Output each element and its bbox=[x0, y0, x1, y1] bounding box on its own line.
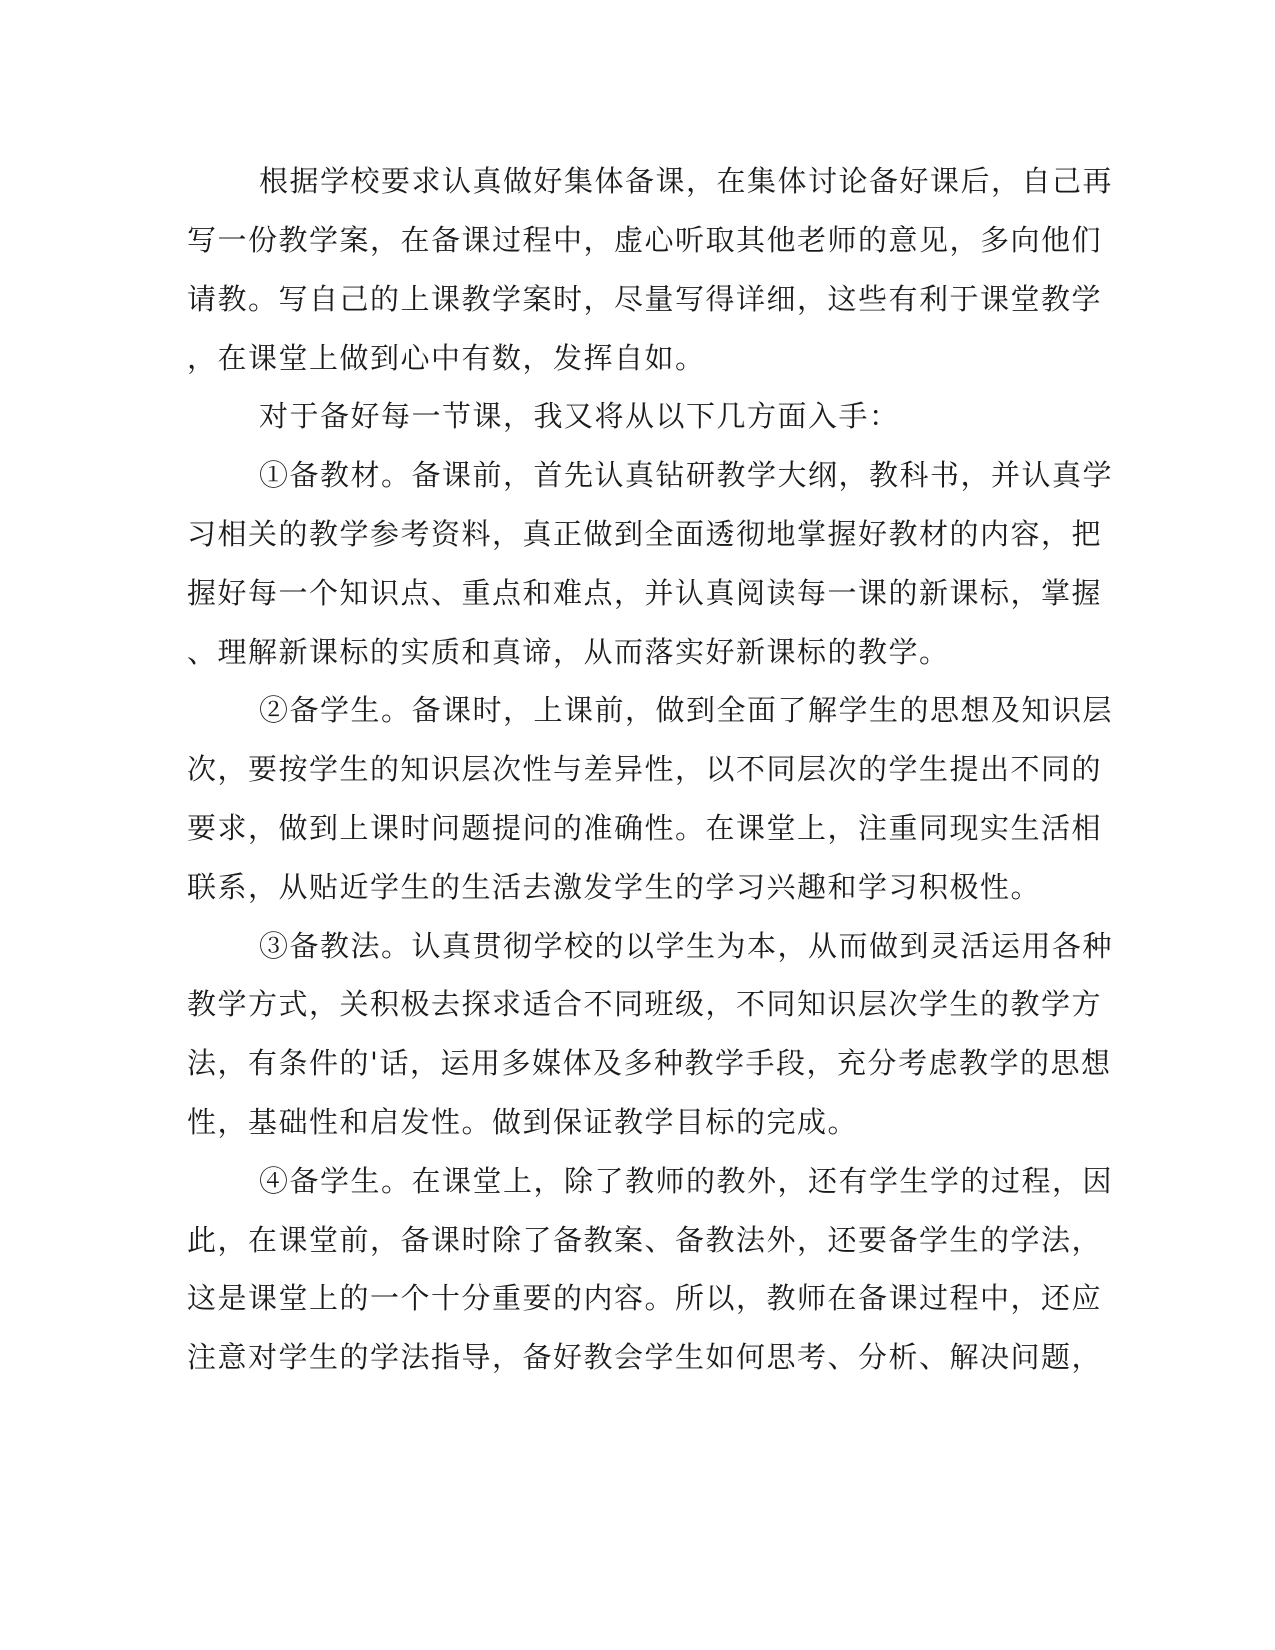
text-line: 对于备好每一节课，我又将从以下几方面入手： bbox=[259, 399, 900, 433]
text-line: 次，要按学生的知识层次性与差异性，以不同层次的学生提出不同的 bbox=[187, 752, 1103, 786]
text-line: 、理解新课标的实质和真谛，从而落实好新课标的教学。 bbox=[187, 635, 950, 669]
text-line: 这是课堂上的一个十分重要的内容。所以，教师在备课过程中，还应 bbox=[187, 1281, 1103, 1315]
text-line: 习相关的教学参考资料，真正做到全面透彻地掌握好教材的内容，把 bbox=[187, 517, 1103, 551]
text-line: 联系，从贴近学生的生活去激发学生的学习兴趣和学习积极性。 bbox=[187, 870, 1042, 904]
text-line: 写一份教学案，在备课过程中，虚心听取其他老师的意见，多向他们 bbox=[187, 223, 1103, 257]
text-line: ②备学生。备课时，上课前，做到全面了解学生的思想及知识层 bbox=[259, 693, 1114, 727]
text-line: 注意对学生的学法指导，备好教会学生如何思考、分析、解决问题， bbox=[187, 1340, 1103, 1374]
text-line: ，在课堂上做到心中有数，发挥自如。 bbox=[187, 341, 706, 375]
text-line: 此，在课堂前，备课时除了备教案、备教法外，还要备学生的学法， bbox=[187, 1223, 1103, 1257]
text-line: 请教。写自己的上课教学案时，尽量写得详细，这些有利于课堂教学 bbox=[187, 282, 1103, 316]
text-line: ③备教法。认真贯彻学校的以学生为本，从而做到灵活运用各种 bbox=[259, 929, 1114, 963]
text-line: 握好每一个知识点、重点和难点，并认真阅读每一课的新课标，掌握 bbox=[187, 576, 1103, 610]
text-line: 法，有条件的'话，运用多媒体及多种教学手段，充分考虑教学的思想 bbox=[187, 1046, 1112, 1080]
text-line: 根据学校要求认真做好集体备课，在集体讨论备好课后，自己再 bbox=[259, 164, 1114, 198]
text-line: ①备教材。备课前，首先认真钻研教学大纲，教科书，并认真学 bbox=[259, 458, 1114, 492]
text-line: 性，基础性和启发性。做到保证教学目标的完成。 bbox=[187, 1105, 859, 1139]
text-line: ④备学生。在课堂上，除了教师的教外，还有学生学的过程，因 bbox=[259, 1164, 1114, 1198]
text-line: 要求，做到上课时问题提问的准确性。在课堂上，注重同现实生活相 bbox=[187, 811, 1103, 845]
text-line: 教学方式，关积极去探求适合不同班级，不同知识层次学生的教学方 bbox=[187, 987, 1103, 1021]
